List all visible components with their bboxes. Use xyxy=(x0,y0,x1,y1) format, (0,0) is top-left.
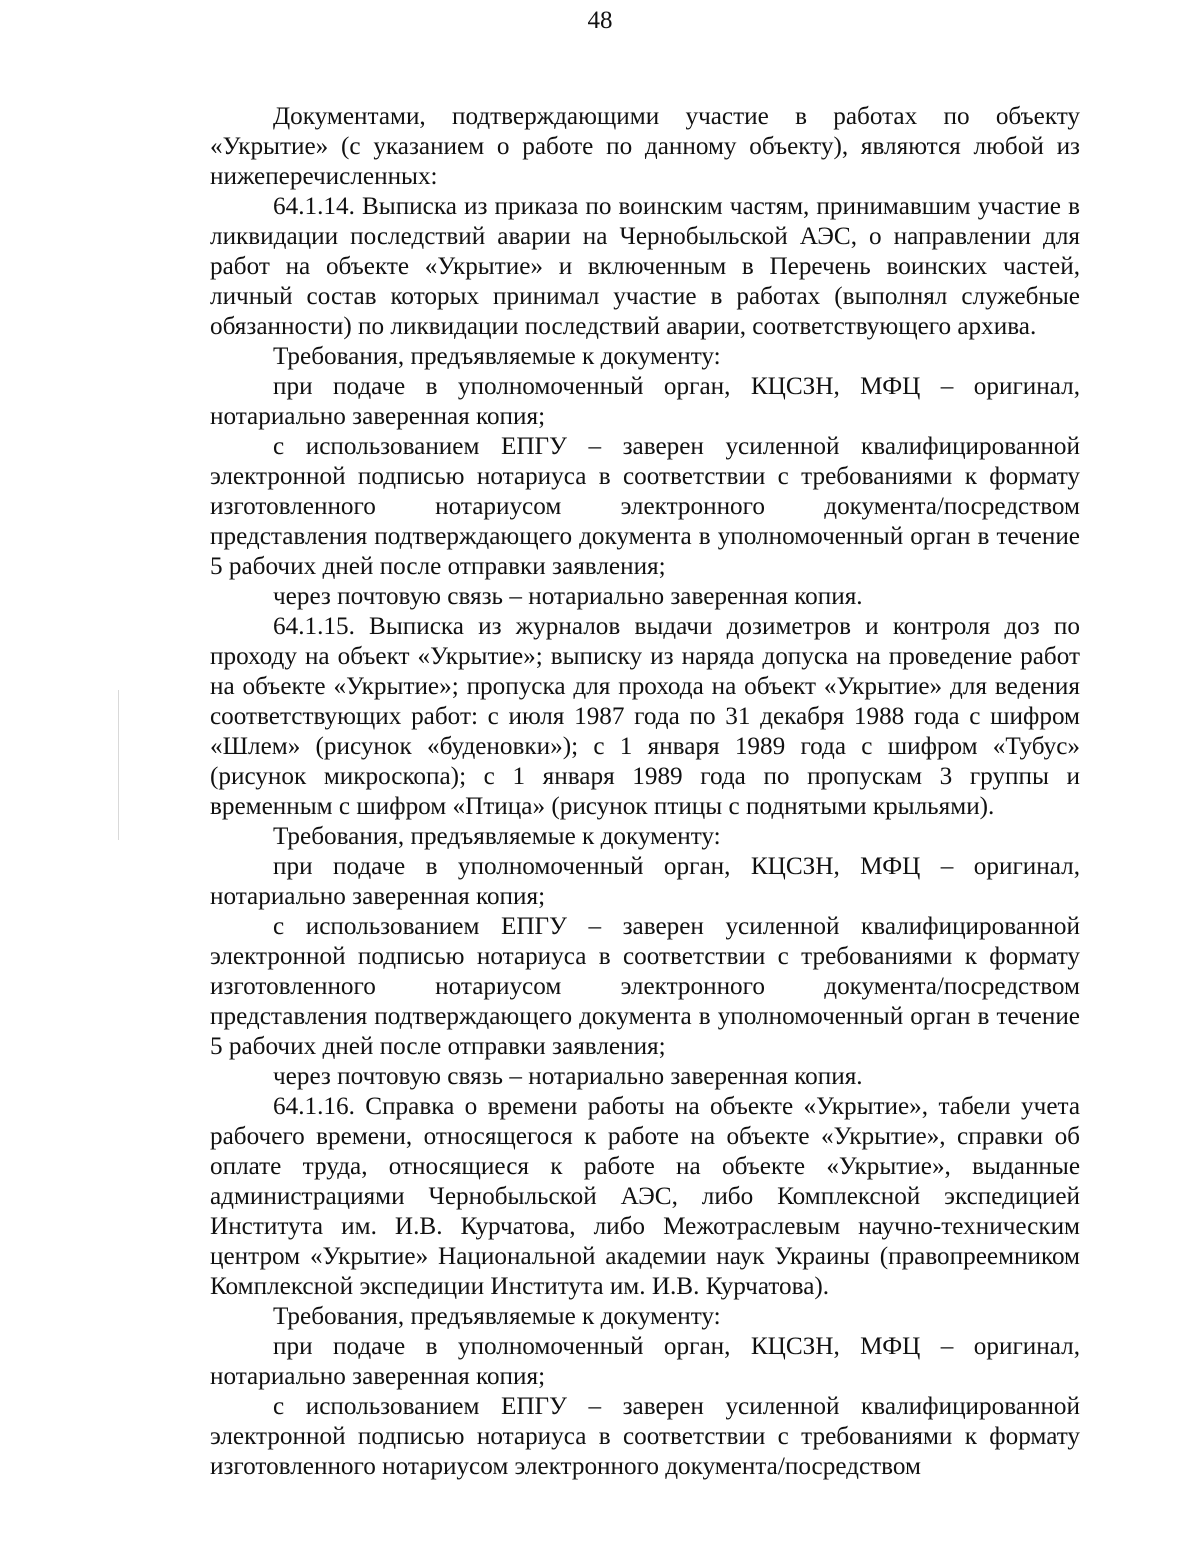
requirement-epgu: с использованием ЕПГУ – заверен усиленной квалифицированной электронной подписью нотариуса в соответствии с требованиями к формату изготовленного нотариусом электронного документа/посредством представления подтверждающего документа в уполномоченный орган в течение 5 рабочих дней после отправки заявления; xyxy=(210,433,1080,580)
requirement-office: при подаче в уполномоченный орган, КЦСЗН, МФЦ – оригинал, нотариально заверенная копия; xyxy=(210,853,1080,910)
clause-64-1-14: 64.1.14. Выписка из приказа по воинским частям, принимавшим участие в ликвидации последствий аварии на Чернобыльской АЭС, о направлении для работ на объекте «Укрытие» и включенным в Перечень воинских частей, личный состав которых принимал участие в работах (выполнял служебные обязанности) по ликвидации последствий аварии, соответствующего архива. xyxy=(210,193,1080,340)
requirements-heading: Требования, предъявляемые к документу: xyxy=(273,823,721,850)
scan-margin-mark xyxy=(118,690,119,840)
requirement-epgu: с использованием ЕПГУ – заверен усиленной квалифицированной электронной подписью нотариуса в соответствии с требованиями к формату изготовленного нотариусом электронного документа/посредством xyxy=(210,1393,1080,1480)
requirement-office: при подаче в уполномоченный орган, КЦСЗН, МФЦ – оригинал, нотариально заверенная копия; xyxy=(210,1333,1080,1390)
clause-64-1-16: 64.1.16. Справка о времени работы на объекте «Укрытие», табели учета рабочего времени, относящегося к работе на объекте «Укрытие», справки об оплате труда, относящиеся к работе на объекте «Укрытие», выданные администрациями Чернобыльской АЭС, либо Комплексной экспедицией Института им. И.В. Курчатова, либо Межотраслевым научно-техническим центром «Укрытие» Национальной академии наук Украины (правопреемником Комплексной экспедиции Института им. И.В. Курчатова). xyxy=(210,1093,1080,1300)
requirements-heading: Требования, предъявляемые к документу: xyxy=(273,1303,721,1330)
requirement-epgu: с использованием ЕПГУ – заверен усиленной квалифицированной электронной подписью нотариуса в соответствии с требованиями к формату изготовленного нотариусом электронного документа/посредством представления подтверждающего документа в уполномоченный орган в течение 5 рабочих дней после отправки заявления; xyxy=(210,913,1080,1060)
clause-64-1-15: 64.1.15. Выписка из журналов выдачи дозиметров и контроля доз по проходу на объект «Укрытие»; выписку из наряда допуска на проведение работ на объекте «Укрытие»; пропуска для прохода на объект «Укрытие» для ведения соответствующих работ: с июля 1987 года по 31 декабря 1988 года с шифром «Шлем» (рисунок «буденовки»); с 1 января 1989 года с шифром «Тубус» (рисунок микроскопа); с 1 января 1989 года по пропускам 3 группы и временным с шифром «Птица» (рисунок птицы с поднятыми крыльями). xyxy=(210,613,1080,820)
document-body xyxy=(210,102,1080,1482)
page-number: 48 xyxy=(587,7,613,34)
requirement-office: при подаче в уполномоченный орган, КЦСЗН, МФЦ – оригинал, нотариально заверенная копия; xyxy=(210,373,1080,430)
intro-paragraph: Документами, подтверждающими участие в работах по объекту «Укрытие» (с указанием о работе по данному объекту), являются любой из нижеперечисленных: xyxy=(210,103,1080,190)
requirement-post: через почтовую связь – нотариально заверенная копия. xyxy=(273,1063,863,1090)
requirements-heading: Требования, предъявляемые к документу: xyxy=(273,343,721,370)
requirement-post: через почтовую связь – нотариально заверенная копия. xyxy=(273,583,863,610)
